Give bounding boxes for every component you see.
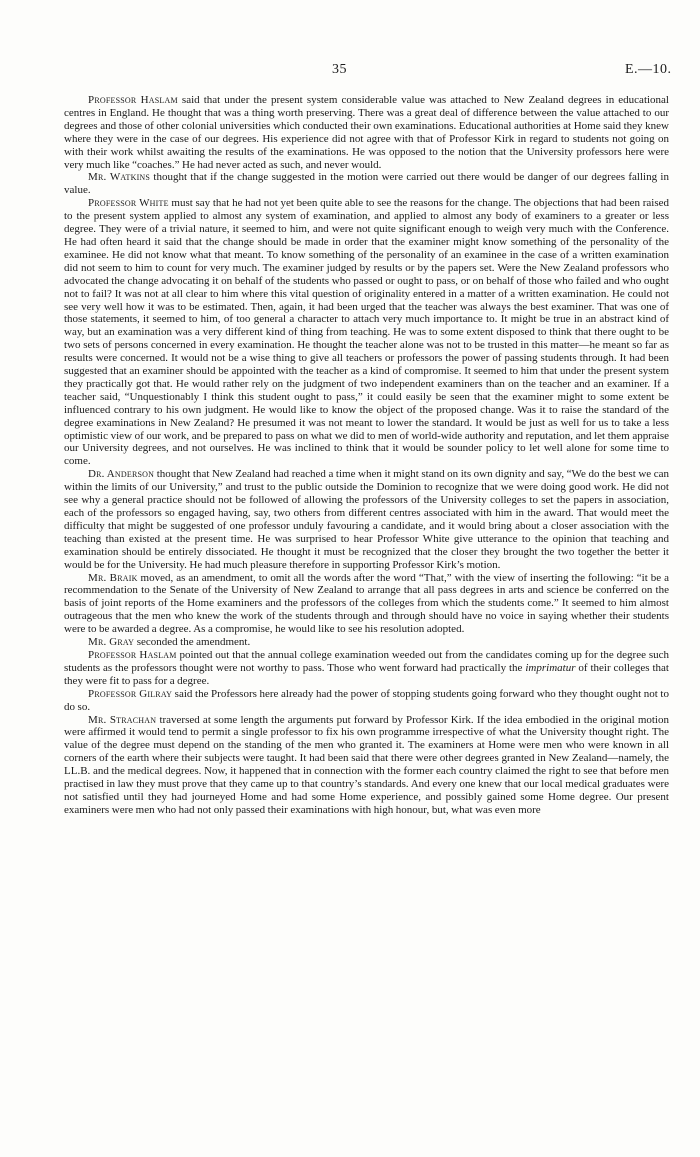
paragraph-text: moved, as an amendment, to omit all the words after the word “That,” with the view of inserting the following: “it be a recommendation to the Senate of the University of New Zealand to arrange that all pass degrees in arts and science be conferred on the basis of joint reports of the Home examiners and the professors of the colleges from which the students come.” It seemed to him almost outrageous that the men who knew the work of the students through and through should have no voice in saying whether their students were to be awarded a degree. As a compromise, he would like to see his resolution adopted. xyxy=(64,571,670,636)
speaker-name: Professor Haslam xyxy=(88,94,178,106)
speaker-name: Professor Gilray xyxy=(88,687,173,700)
paragraph xyxy=(64,94,669,171)
speaker-name: Mr. Strachan xyxy=(88,713,157,726)
paragraph xyxy=(64,714,669,817)
speaker-name: Mr. Gray xyxy=(88,636,135,649)
paragraph-text: must say that he had not yet been quite able to see the reasons for the change. The objections that had been raised to the present system applied to almost any system of examination, and applied to almost any body of examiners to a greater or less degree. They were of a trivial nature, it seemed to him, and were not quite significant enough to weigh very much with the Conference. He had often heard it said that the change should be made in order that the examiner might know something of the personality of the examinee. He did not know what that meant. To know something of the personality of an examinee in the case of a written examination did not seem to him to count for very much. The examiner judged by results or by the papers set. Were the New Zealand professors who advocated the change advocating it on behalf of the students who passed or ought to pass, or on behalf of those who failed and who ought not to fail? It was not at all clear to him where this vital question of originality entered in a matter of a written examination. He could not see very well how it was to be estimated. Then, again, it had been urged that the teacher was always the best examiner. That was one of those statements, it seemed to him, of too general a character to attach very much importance to. It might be true in an abstract kind of way, but an examination was a very different kind of thing from teaching. He was to some extent disposed to think that there ought to be two sets of persons concerned in every examination. He thought the teacher alone was not to be trusted in this matter—he meant so far as results were concerned. It would not be a wise thing to give all teachers or professors the power of passing students through. It had been suggested that an examiner should be appointed with the teacher as a kind of compromise. It seemed to him that under the present system they practically got that. He would rather rely on the judgment of two independent examiners than on the teacher and an examiner. If a teacher said, “Unquestionably I think this student ought to pass,” it could easily be seen that the examiner might to some extent be influenced contrary to his own judgment. He would like to know the object of the proposed change. Was it to raise the standard of the degree examinations in New Zealand? He presumed it was not meant to lower the standard. It would be just as well for us to take a less optimistic view of our work, and be prepared to pass on what we did to men of world-wide authority and reputation, and let them appraise our University degrees, and not ourselves. He was inclined to think that it would be sounder policy to let well alone for some time to come. xyxy=(64,197,669,468)
paragraph-text: thought that New Zealand had reached a time when it might stand on its own dignity and say, “We do the best we can within the limits of our University,” and trust to the public outside the Dominion to recognize that we were doing good work. He did not see why a general practice should not be followed of allowing the professors of the University colleges to set the papers in association, each of the professors so engaged having, say, two others from different centres associated with him in the award. That would meet the difficulty that might be suggested of one professor unduly favouring a candidate, and it would bring about a closer association with the teaching than existed at the present time. He was surprised to hear Professor White give utterance to the opinion that teaching and examination should be entirely dissociated. He thought it must be recognized that the closer they brought the two together the better it would be for the University. He had much pleasure therefore in supporting Professor Kirk’s motion. xyxy=(64,468,669,571)
paragraph-text: thought that if the change suggested in the motion were carried out there would be danger of our degrees falling in value. xyxy=(64,171,669,197)
speaker-name: Mr. Braik xyxy=(88,571,138,584)
paragraph-text: traversed at some length the arguments put forward by Professor Kirk. If the idea embodied in the original motion were affirmed it would tend to permit a single professor to fix his own programme irrespective of what the University thought right. The value of the degree must depend on the standing of the men who granted it. The examiners at Home were men who were known in all corners of the earth where their subjects were taught. It had been said that there were other degrees granted in New Zealand—namely, the LL.B. and the medical degrees. Now, it happened that in connection with the former each country claimed the right to see that before men practised in law they must prove that they came up to that country’s standards. And every one knew that our local medical graduates were not satisfied until they had journeyed Home and had some Home experience, and possibly gained some Home degree. Our present examiners were men who had not only passed their examinations with high honour, but, what was even more xyxy=(64,713,669,816)
paragraph xyxy=(64,636,669,649)
paragraph-text: of their colleges that they were fit to pass for a degree. xyxy=(64,661,669,687)
page-number: 35 xyxy=(332,62,347,77)
speaker-name: Professor Haslam xyxy=(88,648,177,661)
italic-term: imprimatur xyxy=(525,661,576,674)
paragraph xyxy=(64,197,669,468)
page-reference: E.—10. xyxy=(625,62,672,77)
paragraph xyxy=(64,649,669,688)
speaker-name: Mr. Watkins xyxy=(88,171,151,184)
paragraph-text: pointed out that the annual college examination weeded out from the candidates coming up for the degree such students as the professors thought were not worthy to pass. Those who went forward had practically the xyxy=(64,648,669,674)
paragraph-text: said the Professors here already had the power of stopping students going forward who they thought ought not to do so. xyxy=(64,687,669,713)
paragraph-text: said that under the present system considerable value was attached to New Zealand degrees in educational centres in England. He thought that was a thing worth preserving. There was a great deal of difference between the value attached to our degrees and those of other colonial universities which conducted their own examinations. Educational authorities at Home said they knew where they were in the case of our degrees. His experience did not agree with that of Professor Kirk in regard to students not going on with their work whilst awaiting the results of the examinations. He was opposed to the notion that the University professors here were very much like “coaches.” He had never acted as such, and never would. xyxy=(64,94,669,171)
speaker-name: Dr. Anderson xyxy=(88,468,155,481)
paragraph xyxy=(64,468,669,571)
paragraph xyxy=(64,688,669,714)
body-text xyxy=(64,94,669,817)
paragraph xyxy=(64,171,669,197)
speaker-name: Professor White xyxy=(88,197,169,210)
paragraph xyxy=(64,572,669,637)
paragraph-text: seconded the amendment. xyxy=(136,636,251,649)
